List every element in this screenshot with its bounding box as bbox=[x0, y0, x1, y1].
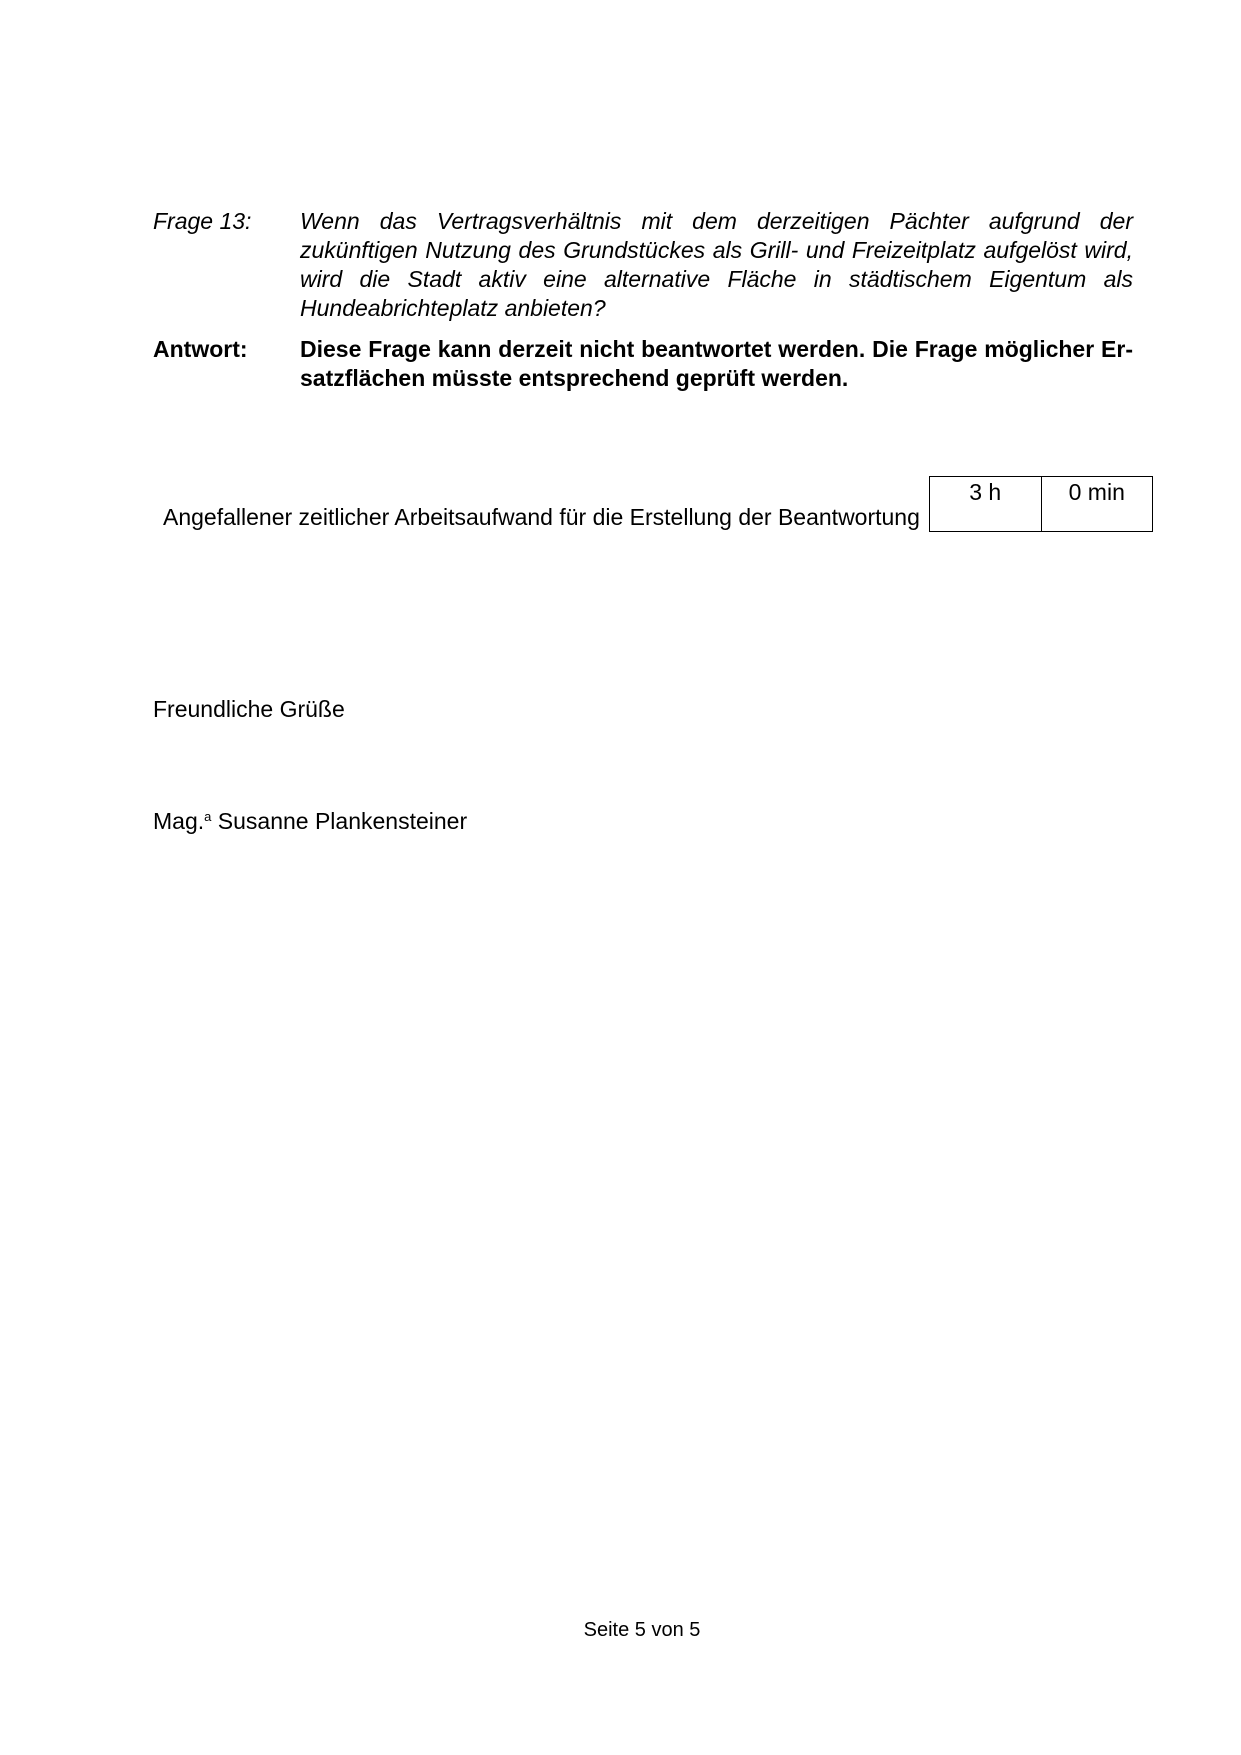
answer-block bbox=[153, 335, 1133, 393]
answer-label: Antwort: bbox=[153, 336, 248, 362]
effort-table bbox=[929, 476, 1153, 532]
answer-text: Diese Frage kann derzeit nicht beantwortet werden. Die Frage möglicher Ersatzflächen müsste entsprechend geprüft werden. bbox=[300, 336, 1133, 391]
page-number: Seite 5 von 5 bbox=[583, 1619, 701, 1641]
effort-minutes: 0 min bbox=[1041, 477, 1153, 531]
question-label: Frage 13: bbox=[153, 208, 252, 234]
signer-title-superscript: a bbox=[204, 809, 212, 824]
signer-title: Mag. bbox=[153, 808, 205, 834]
signature bbox=[153, 807, 467, 836]
effort-hours: 3 h bbox=[969, 479, 1002, 505]
question-block bbox=[153, 207, 1133, 323]
signer-name: Susanne Plankensteiner bbox=[217, 808, 468, 834]
closing-greeting: Freundliche Grüße bbox=[153, 696, 345, 722]
question-text: Wenn das Vertragsverhältnis mit dem derzeitigen Pächter aufgrund der zukünftigen Nutzung des Grundstückes als Grill- und Freizeitplatz aufgelöst wird, wird die Stadt aktiv eine alternative Fläche in städtischem Eigentum als Hundeabrichteplatz anbieten? bbox=[300, 208, 1133, 321]
effort-label: Angefallener zeitlicher Arbeitsaufwand für die Erstellung der Beantwortung bbox=[163, 504, 920, 530]
